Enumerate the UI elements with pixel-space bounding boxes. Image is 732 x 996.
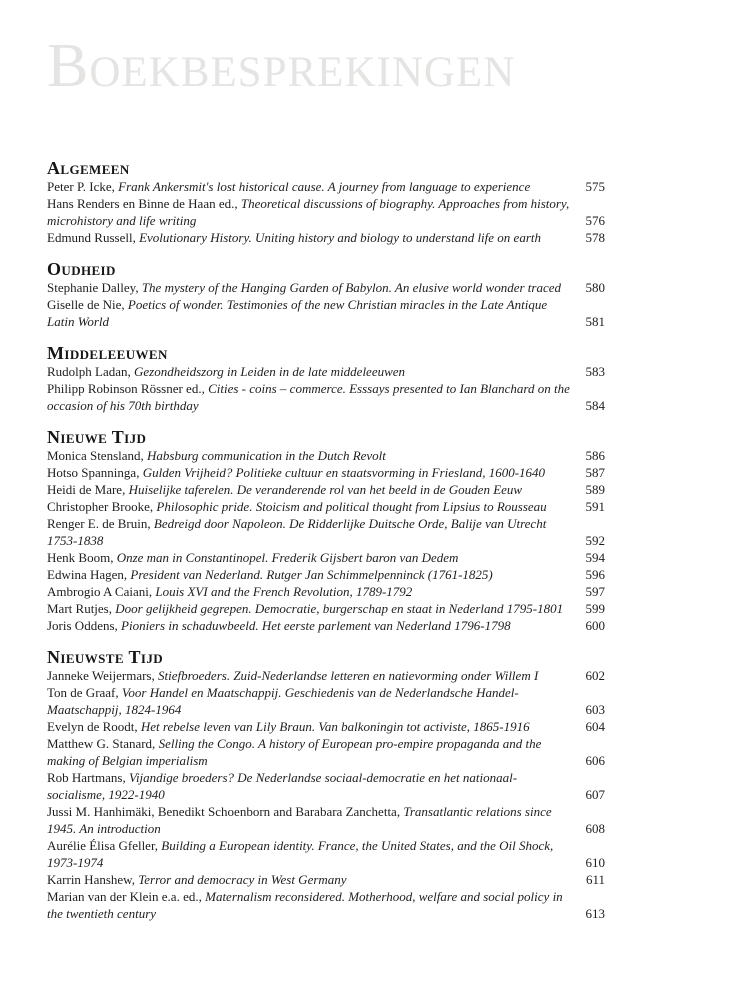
- entry-page-number: 575: [585, 179, 605, 195]
- toc-entry: [47, 178, 605, 195]
- toc-section: [47, 344, 605, 414]
- toc-entry: [47, 549, 605, 566]
- toc-section: [47, 159, 605, 246]
- entry-title: Louis XVI and the French Revolution, 1789-1792: [155, 584, 413, 600]
- entry-text: [47, 888, 575, 922]
- entry-page-number: 600: [585, 618, 605, 634]
- entry-page-number: 596: [585, 567, 605, 583]
- section-heading: Nieuwe Tijd: [47, 427, 147, 448]
- entry-text: [47, 718, 575, 735]
- entry-title: Huiselijke taferelen. De veranderende rol van het beeld in de Gouden Eeuw: [128, 482, 523, 498]
- toc-section-list: [47, 159, 605, 922]
- entry-title: President van Nederland. Rutger Jan Schimmelpenninck (1761-1825): [130, 567, 493, 583]
- entry-title: Het rebelse leven van Lily Braun. Van balkoningin tot activiste, 1865-1916: [140, 719, 530, 735]
- entry-text: [47, 667, 575, 684]
- toc-entry: [47, 769, 605, 803]
- entry-page-number: 586: [585, 448, 605, 464]
- entry-text: [47, 871, 575, 888]
- entry-page-number: 576: [585, 213, 605, 229]
- entry-author: Hans Renders en Binne de Haan ed.,: [47, 196, 238, 212]
- entry-author: Renger E. de Bruin,: [47, 516, 151, 532]
- entry-text: [47, 380, 575, 414]
- entry-page-number: 606: [585, 753, 605, 769]
- section-heading: Algemeen: [47, 158, 130, 179]
- entry-text: [47, 195, 575, 229]
- entry-text: [47, 583, 575, 600]
- entry-text: [47, 498, 575, 515]
- entry-title: Gezondheidszorg in Leiden in de late middeleeuwen: [134, 364, 406, 380]
- entry-text: [47, 549, 575, 566]
- entry-title: Poetics of wonder. Testimonies of the new Christian miracles in the Late Antique Latin World: [47, 297, 548, 330]
- toc-entry: [47, 735, 605, 769]
- entry-text: [47, 735, 575, 769]
- entry-title: Bedreigd door Napoleon. De Ridderlijke Duitsche Orde, Balije van Utrecht 1753-1838: [47, 516, 547, 549]
- entry-author: Rob Hartmans,: [47, 770, 126, 786]
- entry-author: Hotso Spanninga,: [47, 465, 140, 481]
- entry-author: Christopher Brooke,: [47, 499, 154, 515]
- entry-title: Maternalism reconsidered. Motherhood, welfare and social policy in the twentieth century: [47, 889, 563, 922]
- entry-text: [47, 566, 575, 583]
- entry-title: Frank Ankersmit's lost historical cause. A journey from language to experience: [118, 179, 531, 195]
- toc-entry: [47, 363, 605, 380]
- entry-title: Terror and democracy in West Germany: [138, 872, 347, 888]
- entry-author: Ton de Graaf,: [47, 685, 119, 701]
- entry-text: [47, 279, 575, 296]
- entry-author: Mart Rutjes,: [47, 601, 112, 617]
- section-heading: Middeleeuwen: [47, 343, 168, 364]
- toc-entry: [47, 296, 605, 330]
- entry-author: Karrin Hanshew,: [47, 872, 135, 888]
- toc-entry: [47, 195, 605, 229]
- entry-author: Philipp Robinson Rössner ed.,: [47, 381, 205, 397]
- entry-page-number: 589: [585, 482, 605, 498]
- toc-entry: [47, 447, 605, 464]
- entry-title: Onze man in Constantinopel. Frederik Gijsbert baron van Dedem: [116, 550, 459, 566]
- toc-entry: [47, 803, 605, 837]
- entry-title: Selling the Congo. A history of European pro-empire propaganda and the making of Belgian imperialism: [47, 736, 542, 769]
- toc-entry: [47, 498, 605, 515]
- page-title: Boekbesprekingen: [47, 32, 516, 100]
- toc-entry: [47, 684, 605, 718]
- toc-section: [47, 428, 605, 634]
- entry-page-number: 583: [585, 364, 605, 380]
- entry-title: Cities - coins – commerce. Esssays presented to Ian Blanchard on the occasion of his 70th birthday: [47, 381, 570, 414]
- toc-entry: [47, 279, 605, 296]
- entry-title: Building a European identity. France, the United States, and the Oil Shock, 1973-1974: [47, 838, 554, 871]
- entry-text: [47, 229, 575, 246]
- entry-author: Joris Oddens,: [47, 618, 118, 634]
- entry-text: [47, 481, 575, 498]
- entry-author: Janneke Weijermars,: [47, 668, 155, 684]
- entry-text: [47, 803, 575, 837]
- entry-author: Giselle de Nie,: [47, 297, 125, 313]
- section-entries: [47, 178, 605, 246]
- entry-author: Evelyn de Roodt,: [47, 719, 138, 735]
- entry-title: Philosophic pride. Stoicism and political thought from Lipsius to Rousseau: [156, 499, 547, 515]
- entry-text: [47, 837, 575, 871]
- entry-page-number: 608: [585, 821, 605, 837]
- toc-entry: [47, 837, 605, 871]
- toc-entry: [47, 617, 605, 634]
- entry-text: [47, 464, 575, 481]
- toc-entry: [47, 229, 605, 246]
- toc-section: [47, 648, 605, 922]
- entry-author: Aurélie Élisa Gfeller,: [47, 838, 159, 854]
- toc-entry: [47, 380, 605, 414]
- entry-page-number: 592: [585, 533, 605, 549]
- entry-title: Evolutionary History. Uniting history and biology to understand life on earth: [139, 230, 541, 246]
- entry-text: [47, 769, 575, 803]
- entry-text: [47, 296, 575, 330]
- entry-text: [47, 684, 575, 718]
- entry-title: Gulden Vrijheid? Politieke cultuur en staatsvorming in Friesland, 1600-1640: [142, 465, 546, 481]
- entry-page-number: 584: [585, 398, 605, 414]
- entry-page-number: 602: [585, 668, 605, 684]
- entry-author: Heidi de Mare,: [47, 482, 126, 498]
- entry-author: Stephanie Dalley,: [47, 280, 139, 296]
- entry-text: [47, 447, 575, 464]
- entry-page-number: 580: [585, 280, 605, 296]
- entry-page-number: 607: [585, 787, 605, 803]
- toc-entry: [47, 481, 605, 498]
- toc-entry: [47, 583, 605, 600]
- entry-text: [47, 515, 575, 549]
- section-entries: [47, 447, 605, 634]
- entry-title: The mystery of the Hanging Garden of Babylon. An elusive world wonder traced: [141, 280, 562, 296]
- section-entries: [47, 279, 605, 330]
- entry-author: Edwina Hagen,: [47, 567, 128, 583]
- toc-entry: [47, 515, 605, 549]
- entry-title: Voor Handel en Maatschappij. Geschiedenis van de Nederlandsche Handel-Maatschappij, 1824-1964: [47, 685, 519, 718]
- entry-text: [47, 617, 575, 634]
- entry-title: Habsburg communication in the Dutch Revolt: [147, 448, 386, 464]
- entry-page-number: 611: [585, 872, 605, 888]
- entry-page-number: 581: [585, 314, 605, 330]
- entry-author: Peter P. Icke,: [47, 179, 115, 195]
- entry-page-number: 594: [585, 550, 605, 566]
- entry-title: Vijandige broeders? De Nederlandse sociaal-democratie en het nationaal-socialisme, 1922-1940: [47, 770, 518, 803]
- toc-section: [47, 260, 605, 330]
- entry-page-number: 603: [585, 702, 605, 718]
- entry-page-number: 610: [585, 855, 605, 871]
- entry-author: Ambrogio A Caiani,: [47, 584, 153, 600]
- toc-entry: [47, 871, 605, 888]
- entry-page-number: 597: [585, 584, 605, 600]
- entry-author: Edmund Russell,: [47, 230, 136, 246]
- entry-author: Henk Boom,: [47, 550, 114, 566]
- entry-author: Rudolph Ladan,: [47, 364, 131, 380]
- entry-text: [47, 363, 575, 380]
- entry-page-number: 599: [585, 601, 605, 617]
- entry-page-number: 613: [585, 906, 605, 922]
- section-entries: [47, 667, 605, 922]
- entry-page-number: 591: [585, 499, 605, 515]
- toc-entry: [47, 888, 605, 922]
- entry-title: Pioniers in schaduwbeeld. Het eerste parlement van Nederland 1796-1798: [121, 618, 511, 634]
- entry-page-number: 604: [585, 719, 605, 735]
- entry-text: [47, 600, 575, 617]
- entry-title: Door gelijkheid gegrepen. Democratie, burgerschap en staat in Nederland 1795-1801: [115, 601, 564, 617]
- entry-title: Stiefbroeders. Zuid-Nederlandse letteren en natievorming onder Willem I: [157, 668, 539, 684]
- entry-page-number: 578: [585, 230, 605, 246]
- section-heading: Nieuwste Tijd: [47, 647, 164, 668]
- section-entries: [47, 363, 605, 414]
- entry-author: Jussi M. Hanhimäki, Benedikt Schoenborn and Barabara Zanchetta,: [47, 804, 401, 820]
- entry-title: Theoretical discussions of biography. Approaches from history, microhistory and life writing: [47, 196, 570, 229]
- toc-entry: [47, 464, 605, 481]
- entry-page-number: 587: [585, 465, 605, 481]
- toc-entry: [47, 718, 605, 735]
- entry-author: Matthew G. Stanard,: [47, 736, 156, 752]
- entry-author: Marian van der Klein e.a. ed.,: [47, 889, 202, 905]
- toc-entry: [47, 600, 605, 617]
- toc-entry: [47, 667, 605, 684]
- toc-entry: [47, 566, 605, 583]
- entry-text: [47, 178, 575, 195]
- entry-title: Transatlantic relations since 1945. An introduction: [47, 804, 552, 837]
- section-heading: Oudheid: [47, 259, 116, 280]
- entry-author: Monica Stensland,: [47, 448, 144, 464]
